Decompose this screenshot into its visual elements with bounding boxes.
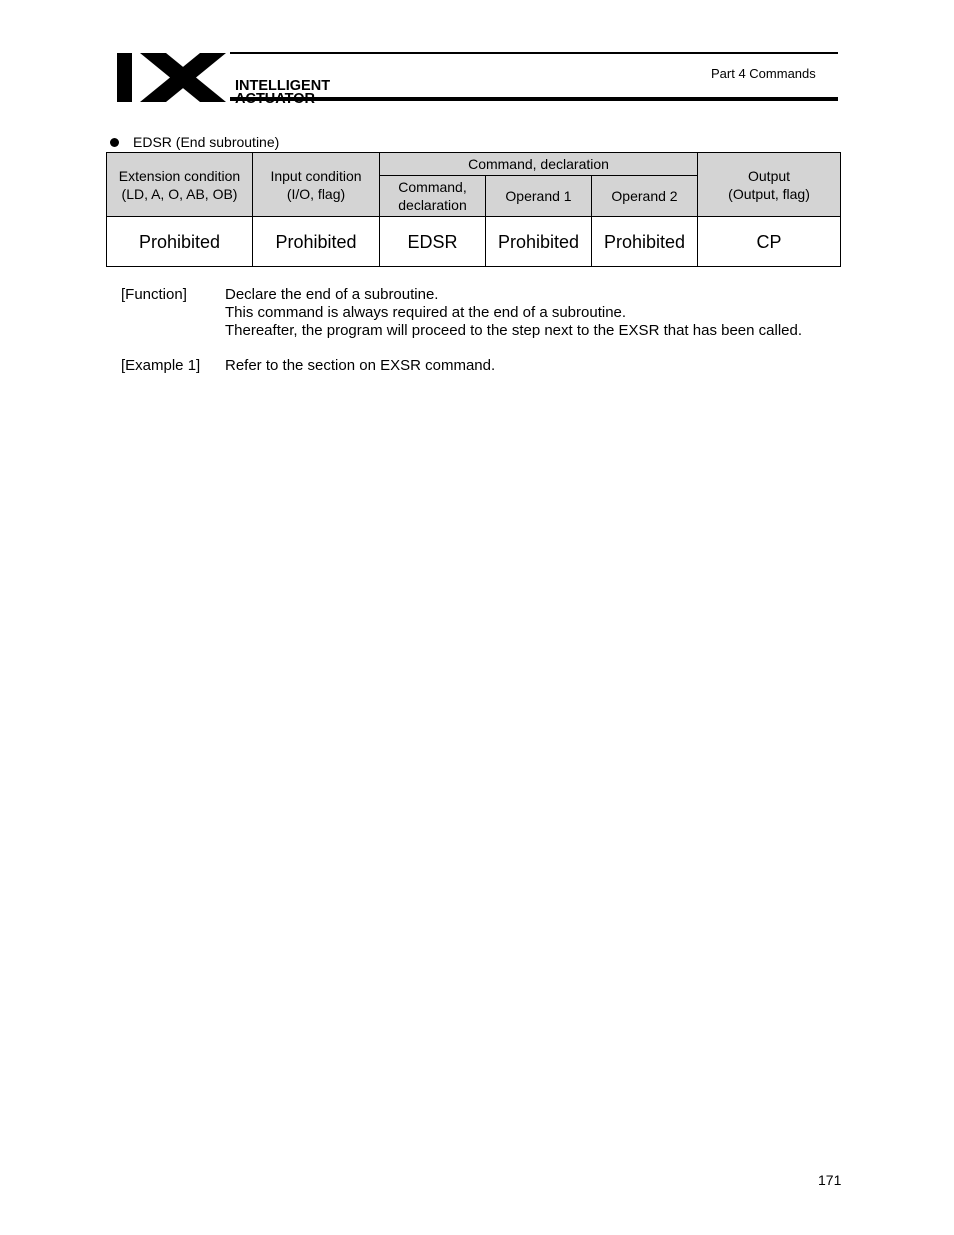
function-line-1: Declare the end of a subroutine. (225, 286, 439, 303)
header-extension-condition: Extension condition (LD, A, O, AB, OB) (107, 153, 253, 217)
header-rule-top (230, 52, 838, 54)
header-command: Command, declaration (380, 176, 486, 217)
cell-command: EDSR (380, 217, 486, 267)
page-number: 171 (818, 1172, 842, 1188)
header-input-condition: Input condition (I/O, flag) (253, 153, 380, 217)
section-title: EDSR (End subroutine) (133, 134, 280, 150)
header-operand2: Operand 2 (592, 176, 698, 217)
section-heading (110, 134, 279, 150)
logo-i-bar (117, 53, 132, 102)
example-text: Refer to the section on EXSR command. (225, 357, 496, 374)
table-row (107, 217, 841, 267)
part-label: Part 4 Commands (711, 66, 816, 81)
header-operand1: Operand 1 (486, 176, 592, 217)
header-rule-bottom (230, 97, 838, 101)
bullet-icon (110, 138, 119, 147)
function-line-2: This command is always required at the end of a subroutine. (225, 304, 627, 321)
cell-operand2: Prohibited (592, 217, 698, 267)
function-label: [Function] (121, 286, 187, 303)
logo-line1: INTELLIGENT (235, 78, 331, 94)
example-label: [Example 1] (121, 357, 201, 374)
cell-input: Prohibited (253, 217, 380, 267)
header-output: Output (Output, flag) (698, 153, 841, 217)
cell-extension: Prohibited (107, 217, 253, 267)
command-table (106, 152, 841, 267)
function-line-3: Thereafter, the program will proceed to the step next to the EXSR that has been called. (225, 322, 803, 339)
cell-output: CP (698, 217, 841, 267)
header-command-declaration-group: Command, declaration (380, 153, 698, 176)
cell-operand1: Prohibited (486, 217, 592, 267)
